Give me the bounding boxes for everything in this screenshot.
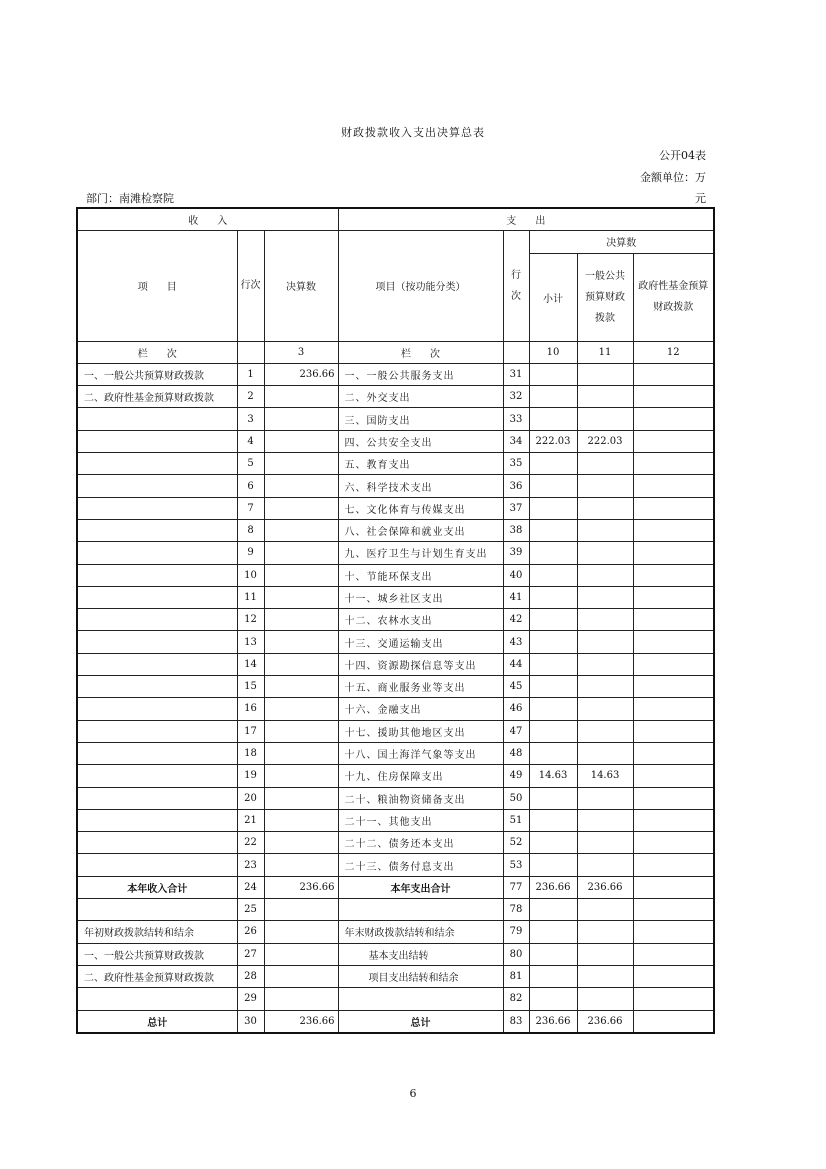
income-amount	[264, 787, 338, 809]
income-amount	[264, 965, 338, 987]
row-number: 20	[237, 787, 264, 809]
bar-empty-cell	[503, 341, 529, 363]
general-budget-value	[577, 653, 633, 675]
expense-item: 十九、住房保障支出	[338, 765, 503, 787]
year-income-total-label: 本年收入合计	[77, 876, 237, 898]
expense-item: 三、国防支出	[338, 408, 503, 430]
amount-unit: 金额单位：万	[640, 171, 706, 184]
row-number: 26	[237, 921, 264, 943]
income-amount	[264, 698, 338, 720]
expense-item: 二十二、债务还本支出	[338, 832, 503, 854]
row-number: 21	[237, 809, 264, 831]
col-row2-header: 行次	[503, 231, 529, 341]
general-budget-value	[577, 809, 633, 831]
subtotal-value	[529, 564, 577, 586]
fund-budget-value	[633, 430, 714, 452]
col-amount-header: 决算数	[264, 231, 338, 341]
row-number: 37	[503, 497, 529, 519]
bar-col12: 12	[633, 341, 714, 363]
row-number: 18	[237, 742, 264, 764]
income-item: 二、政府性基金预算财政拨款	[77, 386, 237, 408]
income-item	[77, 676, 237, 698]
amount-unit-tail: 元	[695, 192, 706, 205]
row-number: 43	[503, 631, 529, 653]
general-budget-value	[577, 497, 633, 519]
expense-item: 一、一般公共服务支出	[338, 363, 503, 385]
subtotal-value	[529, 676, 577, 698]
expense-item: 十七、援助其他地区支出	[338, 720, 503, 742]
general-budget-value	[577, 965, 633, 987]
income-amount	[264, 497, 338, 519]
row-number: 77	[503, 876, 529, 898]
income-amount	[264, 899, 338, 921]
row-number: 24	[237, 876, 264, 898]
subtotal-value	[529, 921, 577, 943]
income-item	[77, 430, 237, 452]
income-amount	[264, 742, 338, 764]
row-number: 45	[503, 676, 529, 698]
row-number: 1	[237, 363, 264, 385]
income-amount	[264, 832, 338, 854]
row-number: 49	[503, 765, 529, 787]
grand-total-row	[77, 1010, 714, 1033]
bar-right: 栏 次	[338, 341, 503, 363]
fund-budget-value	[633, 408, 714, 430]
fund-budget-value	[633, 809, 714, 831]
income-item	[77, 453, 237, 475]
income-amount	[264, 653, 338, 675]
expense-item: 年末财政拨款结转和结余	[338, 921, 503, 943]
income-item	[77, 586, 237, 608]
general-budget-value	[577, 988, 633, 1010]
row-number: 10	[237, 564, 264, 586]
col-item-header: 项 目	[77, 231, 237, 341]
table-row	[77, 899, 714, 921]
expense-item: 基本支出结转	[338, 943, 503, 965]
table-row	[77, 363, 714, 385]
row-number: 12	[237, 609, 264, 631]
carry-row	[77, 965, 714, 987]
general-budget-value	[577, 832, 633, 854]
general-budget-value	[577, 408, 633, 430]
subtotal-value: 222.03	[529, 430, 577, 452]
bar-left: 栏 次	[77, 341, 237, 363]
income-item	[77, 742, 237, 764]
general-budget-value	[577, 676, 633, 698]
fund-budget-value	[633, 1010, 714, 1033]
row-number: 19	[237, 765, 264, 787]
page-title: 财政拨款收入支出决算总表	[341, 126, 485, 139]
table-row	[77, 854, 714, 876]
table-row	[77, 742, 714, 764]
expense-item: 十八、国土海洋气象等支出	[338, 742, 503, 764]
bar-col10: 10	[529, 341, 577, 363]
expense-item	[338, 899, 503, 921]
income-amount: 236.66	[264, 363, 338, 385]
bar-col3: 3	[264, 341, 338, 363]
row-number: 79	[503, 921, 529, 943]
income-amount	[264, 943, 338, 965]
fund-budget-value	[633, 631, 714, 653]
subtotal-value	[529, 542, 577, 564]
subtotal-value	[529, 943, 577, 965]
page-number: 6	[409, 1087, 417, 1100]
subtotal-value	[529, 832, 577, 854]
col-subtotal-header: 小计	[529, 253, 577, 341]
row-number: 40	[503, 564, 529, 586]
income-amount	[264, 809, 338, 831]
expense-item: 十一、城乡社区支出	[338, 586, 503, 608]
row-number: 28	[237, 965, 264, 987]
income-amount	[264, 854, 338, 876]
expense-item: 二十三、债务付息支出	[338, 854, 503, 876]
expense-item: 五、教育支出	[338, 453, 503, 475]
table-row	[77, 720, 714, 742]
income-amount	[264, 519, 338, 541]
income-item	[77, 787, 237, 809]
expense-item: 十五、商业服务业等支出	[338, 676, 503, 698]
general-budget-value	[577, 453, 633, 475]
col-func-header: 项目（按功能分类）	[338, 231, 503, 341]
general-budget-value	[577, 542, 633, 564]
income-amount	[264, 453, 338, 475]
fund-budget-value	[633, 386, 714, 408]
col-general-header: 一般公共预算财政拨款	[577, 253, 633, 341]
table-row	[77, 586, 714, 608]
expense-item	[338, 988, 503, 1010]
income-item	[77, 854, 237, 876]
expense-item: 七、文化体育与传媒支出	[338, 497, 503, 519]
income-amount	[264, 564, 338, 586]
general-budget-value	[577, 631, 633, 653]
subtotal-value	[529, 586, 577, 608]
expense-item: 十六、金融支出	[338, 698, 503, 720]
fund-budget-value	[633, 676, 714, 698]
fund-budget-value	[633, 832, 714, 854]
department-label: 部门：南滩检察院	[86, 192, 174, 205]
row-number: 33	[503, 408, 529, 430]
row-number: 16	[237, 698, 264, 720]
income-item	[77, 809, 237, 831]
table-row	[77, 386, 714, 408]
table-row	[77, 676, 714, 698]
income-item	[77, 631, 237, 653]
row-number: 14	[237, 653, 264, 675]
row-number: 48	[503, 742, 529, 764]
table-row	[77, 609, 714, 631]
expense-item: 十四、资源勘探信息等支出	[338, 653, 503, 675]
subtotal-value	[529, 519, 577, 541]
subtotal-value	[529, 386, 577, 408]
row-number: 17	[237, 720, 264, 742]
subtotal-value: 14.63	[529, 765, 577, 787]
row-number: 44	[503, 653, 529, 675]
table-row	[77, 787, 714, 809]
table-row	[77, 519, 714, 541]
table-row	[77, 408, 714, 430]
row-number: 11	[237, 586, 264, 608]
income-item	[77, 698, 237, 720]
income-amount	[264, 720, 338, 742]
income-item	[77, 899, 237, 921]
expense-item: 九、医疗卫生与计划生育支出	[338, 542, 503, 564]
general-budget-value	[577, 519, 633, 541]
general-budget-value	[577, 720, 633, 742]
col-final-header: 决算数	[529, 231, 714, 253]
fund-budget-value	[633, 765, 714, 787]
fund-budget-value	[633, 787, 714, 809]
row-number: 34	[503, 430, 529, 452]
income-amount	[264, 631, 338, 653]
subtotal-value	[529, 363, 577, 385]
row-number: 38	[503, 519, 529, 541]
fund-budget-value	[633, 899, 714, 921]
row-number: 39	[503, 542, 529, 564]
row-number: 7	[237, 497, 264, 519]
subtotal-value: 236.66	[529, 1010, 577, 1033]
row-number: 30	[237, 1010, 264, 1033]
expense-item: 十、节能环保支出	[338, 564, 503, 586]
expense-item: 六、科学技术支出	[338, 475, 503, 497]
col-fund-header: 政府性基金预算财政拨款	[633, 253, 714, 341]
table-row	[77, 765, 714, 787]
row-number: 47	[503, 720, 529, 742]
budget-summary-table	[76, 207, 715, 1034]
fund-budget-value	[633, 876, 714, 898]
row-number: 23	[237, 854, 264, 876]
row-number: 83	[503, 1010, 529, 1033]
general-budget-value	[577, 698, 633, 720]
fund-budget-value	[633, 988, 714, 1010]
general-budget-value	[577, 475, 633, 497]
bar-col11: 11	[577, 341, 633, 363]
row-number: 6	[237, 475, 264, 497]
general-budget-value	[577, 854, 633, 876]
general-budget-value	[577, 564, 633, 586]
income-amount	[264, 609, 338, 631]
subtotal-value	[529, 899, 577, 921]
table-row	[77, 453, 714, 475]
general-budget-value: 14.63	[577, 765, 633, 787]
bar-empty-cell	[237, 341, 264, 363]
subtotal-value	[529, 653, 577, 675]
fund-budget-value	[633, 609, 714, 631]
row-number: 52	[503, 832, 529, 854]
general-budget-value	[577, 586, 633, 608]
fund-budget-value	[633, 854, 714, 876]
fund-budget-value	[633, 698, 714, 720]
fund-budget-value	[633, 921, 714, 943]
income-item	[77, 609, 237, 631]
income-amount	[264, 921, 338, 943]
row-number: 81	[503, 965, 529, 987]
fund-budget-value	[633, 363, 714, 385]
income-amount	[264, 988, 338, 1010]
subtotal-value: 236.66	[529, 876, 577, 898]
table-row	[77, 497, 714, 519]
row-number: 50	[503, 787, 529, 809]
subtotal-value	[529, 453, 577, 475]
year-expense-total-label: 本年支出合计	[338, 876, 503, 898]
table-row	[77, 542, 714, 564]
expense-item: 四、公共安全支出	[338, 430, 503, 452]
expense-header: 支 出	[338, 208, 714, 231]
row-number: 15	[237, 676, 264, 698]
table-row	[77, 832, 714, 854]
subtotal-value	[529, 809, 577, 831]
col-row-header: 行次	[237, 231, 264, 341]
subtotal-value	[529, 787, 577, 809]
table-row	[77, 653, 714, 675]
row-number: 80	[503, 943, 529, 965]
subtotal-value	[529, 497, 577, 519]
income-item: 一、一般公共预算财政拨款	[77, 943, 237, 965]
general-budget-value	[577, 363, 633, 385]
expense-item: 二、外交支出	[338, 386, 503, 408]
income-item	[77, 564, 237, 586]
subtotal-value	[529, 854, 577, 876]
income-header: 收 入	[77, 208, 338, 231]
income-amount	[264, 408, 338, 430]
subtotal-value	[529, 742, 577, 764]
fund-budget-value	[633, 943, 714, 965]
income-item: 二、政府性基金预算财政拨款	[77, 965, 237, 987]
income-item	[77, 832, 237, 854]
subtotal-value	[529, 475, 577, 497]
subtotal-value	[529, 965, 577, 987]
row-number: 27	[237, 943, 264, 965]
row-number: 5	[237, 453, 264, 475]
expense-item: 二十一、其他支出	[338, 809, 503, 831]
row-number: 25	[237, 899, 264, 921]
table-row	[77, 631, 714, 653]
row-number: 9	[237, 542, 264, 564]
table-row	[77, 698, 714, 720]
form-number: 公开04表	[659, 149, 706, 162]
income-item	[77, 988, 237, 1010]
year-total-row	[77, 876, 714, 898]
grand-income-total-label: 总计	[77, 1010, 237, 1033]
income-item	[77, 653, 237, 675]
general-budget-value: 222.03	[577, 430, 633, 452]
row-number: 31	[503, 363, 529, 385]
carry-row	[77, 988, 714, 1010]
row-number: 51	[503, 809, 529, 831]
table-row	[77, 809, 714, 831]
fund-budget-value	[633, 742, 714, 764]
income-amount	[264, 430, 338, 452]
table-row	[77, 430, 714, 452]
income-amount	[264, 475, 338, 497]
expense-item: 二十、粮油物资储备支出	[338, 787, 503, 809]
subtotal-value	[529, 408, 577, 430]
general-budget-value	[577, 386, 633, 408]
row-number: 13	[237, 631, 264, 653]
income-item: 一、一般公共预算财政拨款	[77, 363, 237, 385]
income-item	[77, 765, 237, 787]
row-number: 3	[237, 408, 264, 430]
general-budget-value	[577, 609, 633, 631]
grand-expense-total-label: 总计	[338, 1010, 503, 1033]
subtotal-value	[529, 609, 577, 631]
table-row	[77, 564, 714, 586]
fund-budget-value	[633, 965, 714, 987]
table-row	[77, 475, 714, 497]
grand-income-total: 236.66	[264, 1010, 338, 1033]
subtotal-value	[529, 698, 577, 720]
income-amount	[264, 542, 338, 564]
row-number: 36	[503, 475, 529, 497]
general-budget-value	[577, 899, 633, 921]
income-item	[77, 497, 237, 519]
income-amount	[264, 765, 338, 787]
row-number: 41	[503, 586, 529, 608]
carry-row	[77, 943, 714, 965]
fund-budget-value	[633, 497, 714, 519]
general-budget-value	[577, 943, 633, 965]
income-item: 年初财政拨款结转和结余	[77, 921, 237, 943]
income-item	[77, 720, 237, 742]
income-amount	[264, 586, 338, 608]
income-item	[77, 542, 237, 564]
fund-budget-value	[633, 453, 714, 475]
fund-budget-value	[633, 720, 714, 742]
subtotal-value	[529, 631, 577, 653]
general-budget-value: 236.66	[577, 876, 633, 898]
row-number: 4	[237, 430, 264, 452]
income-amount	[264, 676, 338, 698]
income-item	[77, 408, 237, 430]
row-number: 53	[503, 854, 529, 876]
row-number: 32	[503, 386, 529, 408]
fund-budget-value	[633, 653, 714, 675]
income-item	[77, 519, 237, 541]
fund-budget-value	[633, 542, 714, 564]
row-number: 22	[237, 832, 264, 854]
row-number: 42	[503, 609, 529, 631]
income-amount	[264, 386, 338, 408]
carry-row	[77, 921, 714, 943]
subtotal-value	[529, 720, 577, 742]
row-number: 8	[237, 519, 264, 541]
general-budget-value	[577, 742, 633, 764]
expense-item: 十二、农林水支出	[338, 609, 503, 631]
expense-item: 十三、交通运输支出	[338, 631, 503, 653]
income-item	[77, 475, 237, 497]
general-budget-value	[577, 921, 633, 943]
row-number: 82	[503, 988, 529, 1010]
general-budget-value: 236.66	[577, 1010, 633, 1033]
fund-budget-value	[633, 519, 714, 541]
fund-budget-value	[633, 475, 714, 497]
row-number: 46	[503, 698, 529, 720]
subtotal-value	[529, 988, 577, 1010]
fund-budget-value	[633, 586, 714, 608]
row-number: 35	[503, 453, 529, 475]
row-number: 29	[237, 988, 264, 1010]
expense-item: 八、社会保障和就业支出	[338, 519, 503, 541]
general-budget-value	[577, 787, 633, 809]
expense-item: 项目支出结转和结余	[338, 965, 503, 987]
fund-budget-value	[633, 564, 714, 586]
row-number: 78	[503, 899, 529, 921]
row-number: 2	[237, 386, 264, 408]
year-income-total: 236.66	[264, 876, 338, 898]
